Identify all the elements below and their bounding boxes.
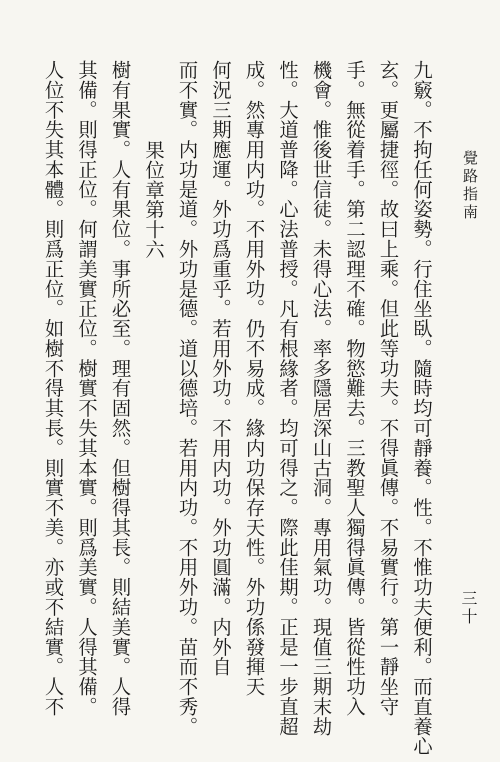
text-column-10: 樹有果實。人有果位。事所必至。理有固然。但樹得其長。則結美實。人得 (108, 60, 132, 717)
text-column-3: 手。無從着手。第二認理不確。物慾難去。三教聖人獨得眞傳。皆從性功入 (343, 60, 366, 717)
text-column-1-rest: 性。不惟功夫便利。而直養心 (410, 497, 433, 757)
text-column-7: 何況三期應運。外功爲重乎。若用外功。不用内功。外功圓滿。内外自 (209, 60, 232, 677)
text-column-2: 玄。更屬捷徑。故曰上乘。但此等功夫。不得眞傳。不易實行。第一靜坐守 (376, 60, 400, 717)
chapter-heading: 果位章第十六 (142, 140, 165, 260)
vertical-text-body (8, 60, 438, 757)
text-column-1-lead: 九竅。不拘任何姿勢。行住坐臥。隨時均可靜養。 (410, 60, 433, 498)
text-column-5: 性。大道普降。心法普授。凡有根緣者。均可得之。際此佳期。正是一步直超 (276, 60, 299, 737)
text-column-4: 機會。惟後世信徒。未得心法。率多隱居深山古洞。專用氣功。現值三期末劫 (309, 60, 333, 737)
text-column-11: 其備。則得正位。何謂美實正位。樹實不失其本實。則爲美實。人得其備。 (75, 60, 98, 717)
book-title: 覺路指南 (461, 150, 479, 222)
page-number: 三十 (459, 590, 478, 626)
text-column-1 (405, 60, 439, 757)
text-column-12: 人位不失其本體。則爲正位。如樹不得其長。則實不美。亦或不結實。人不 (41, 60, 65, 717)
text-column-6: 成。然專用内功。不用外功。仍不易成。緣内功保存天性。外功係發揮天 (242, 60, 266, 697)
text-column-8: 而不實。内功是道。外功是德。道以德培。若用内功。不用外功。苗而不秀。 (175, 60, 199, 737)
